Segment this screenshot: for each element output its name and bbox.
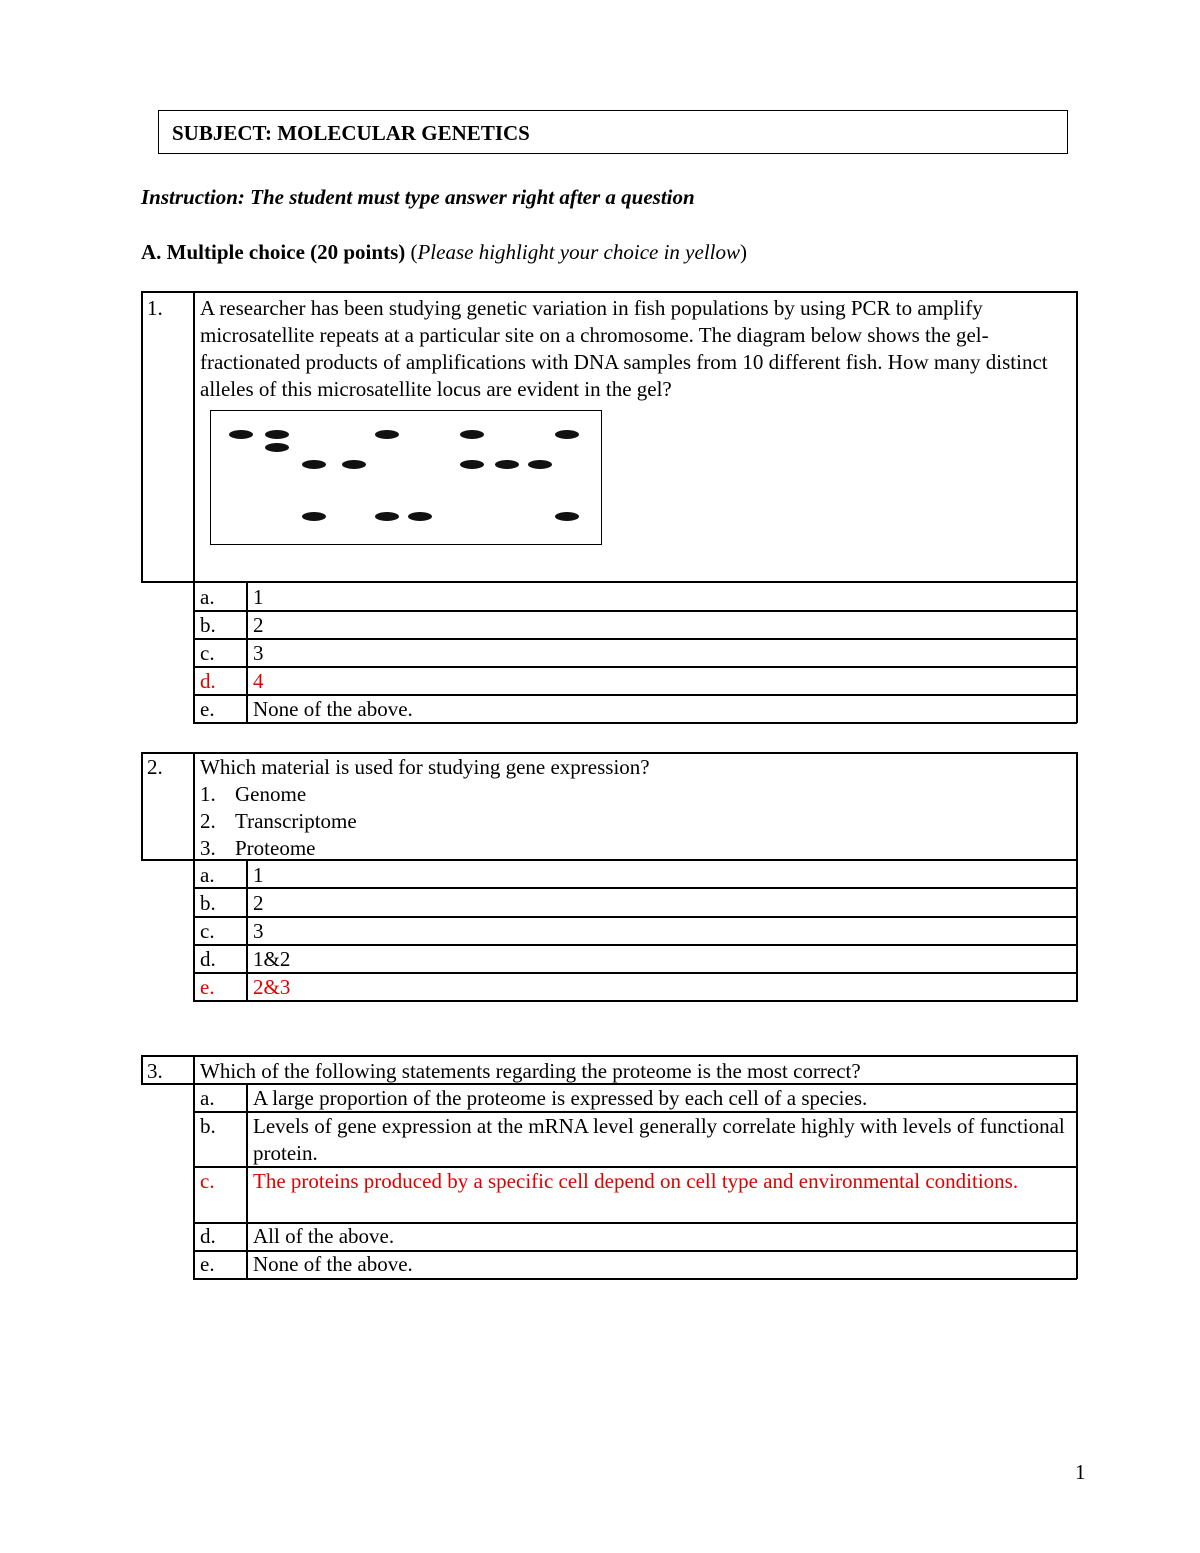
option-text[interactable]: 1: [253, 585, 264, 609]
option-letter[interactable]: a.: [200, 863, 215, 887]
gel-band: [229, 430, 253, 439]
option-text-answer[interactable]: 4: [253, 669, 264, 693]
option-text[interactable]: 3: [253, 919, 264, 943]
gel-band: [302, 460, 326, 469]
table-border: [193, 638, 1077, 640]
option-letter-answer[interactable]: d.: [200, 669, 216, 693]
option-text-answer[interactable]: 2&3: [253, 975, 291, 999]
list-item: Transcriptome: [235, 809, 357, 833]
gel-diagram: [210, 410, 602, 545]
option-text[interactable]: 1: [253, 863, 264, 887]
option-letter[interactable]: d.: [200, 947, 216, 971]
list-number: 3.: [200, 836, 216, 860]
subject-title: SUBJECT: MOLECULAR GENETICS: [172, 121, 530, 145]
list-number: 1.: [200, 782, 216, 806]
gel-band: [460, 460, 484, 469]
option-letter[interactable]: a.: [200, 1086, 215, 1110]
question-number: 1.: [147, 296, 163, 320]
list-number: 2.: [200, 809, 216, 833]
gel-band: [302, 512, 326, 521]
gel-band: [375, 430, 399, 439]
table-border: [193, 944, 1077, 946]
table-border: [141, 1055, 143, 1084]
question-text: Which material is used for studying gene expression?: [200, 755, 650, 779]
table-border: [141, 291, 143, 582]
table-border: [193, 972, 1077, 974]
option-letter[interactable]: e.: [200, 1252, 215, 1276]
table-border: [1076, 291, 1078, 723]
table-border: [193, 887, 1077, 889]
gel-band: [528, 460, 552, 469]
list-item: Proteome: [235, 836, 316, 860]
gel-band: [408, 512, 432, 521]
option-text[interactable]: A large proportion of the proteome is expressed by each cell of a species.: [253, 1086, 868, 1110]
option-letter[interactable]: c.: [200, 641, 215, 665]
option-text[interactable]: All of the above.: [253, 1224, 395, 1248]
gel-band: [460, 430, 484, 439]
table-border: [193, 291, 195, 723]
option-letter[interactable]: b.: [200, 613, 216, 637]
instruction-text: Instruction: The student must type answer right after a question: [141, 185, 695, 209]
question-text: A researcher has been studying genetic variation in fish populations by using PCR to amplify microsatellite repeats at a particular site on a chromosome. The diagram below shows the gel-fractionated products of amplifications with DNA samples from 10 different fish. How many distinct alleles of this microsatellite locus are evident in the gel?: [200, 296, 1048, 401]
table-border: [246, 859, 248, 1001]
page-number: 1: [1075, 1460, 1086, 1484]
table-border: [193, 610, 1077, 612]
option-text[interactable]: Levels of gene expression at the mRNA level generally correlate highly with levels of functional protein.: [253, 1114, 1065, 1165]
option-letter[interactable]: b.: [200, 891, 216, 915]
subject-box: [158, 110, 1068, 154]
option-letter[interactable]: a.: [200, 585, 215, 609]
list-item: Genome: [235, 782, 307, 806]
gel-band: [495, 460, 519, 469]
question-number: 2.: [147, 755, 163, 779]
table-border: [193, 1000, 1077, 1002]
table-border: [193, 916, 1077, 918]
gel-band: [555, 430, 579, 439]
table-border: [141, 291, 1077, 293]
question-text: Which of the following statements regarding the proteome is the most correct?: [200, 1059, 861, 1083]
option-text[interactable]: None of the above.: [253, 1252, 413, 1276]
option-letter[interactable]: b.: [200, 1114, 216, 1138]
section-a-heading: [141, 240, 747, 265]
option-letter-answer[interactable]: e.: [200, 975, 215, 999]
option-letter[interactable]: e.: [200, 697, 215, 721]
section-a-note: Please highlight your choice in yellow: [417, 240, 740, 264]
paren-open: (: [405, 240, 418, 264]
table-border: [141, 1055, 1077, 1057]
option-text[interactable]: 3: [253, 641, 264, 665]
option-text[interactable]: 2: [253, 613, 264, 637]
gel-band: [265, 443, 289, 452]
table-border: [246, 581, 248, 723]
option-text[interactable]: 2: [253, 891, 264, 915]
gel-band: [555, 512, 579, 521]
option-text-answer[interactable]: The proteins produced by a specific cell depend on cell type and environmental conditions.: [253, 1169, 1019, 1193]
option-text[interactable]: None of the above.: [253, 697, 413, 721]
table-border: [141, 752, 143, 860]
table-border: [193, 1278, 1077, 1280]
table-border: [141, 581, 1077, 583]
option-letter-answer[interactable]: c.: [200, 1169, 215, 1193]
option-letter[interactable]: d.: [200, 1224, 216, 1248]
table-border: [193, 752, 195, 1002]
gel-band: [342, 460, 366, 469]
section-a-label: A. Multiple choice (20 points): [141, 240, 406, 264]
table-border: [1076, 752, 1078, 1002]
option-text[interactable]: 1&2: [253, 947, 291, 971]
paren-close: ): [740, 240, 747, 264]
table-border: [193, 666, 1077, 668]
question-number: 3.: [147, 1059, 163, 1083]
table-border: [246, 1083, 248, 1279]
option-letter[interactable]: c.: [200, 919, 215, 943]
gel-band: [375, 512, 399, 521]
gel-band: [265, 430, 289, 439]
